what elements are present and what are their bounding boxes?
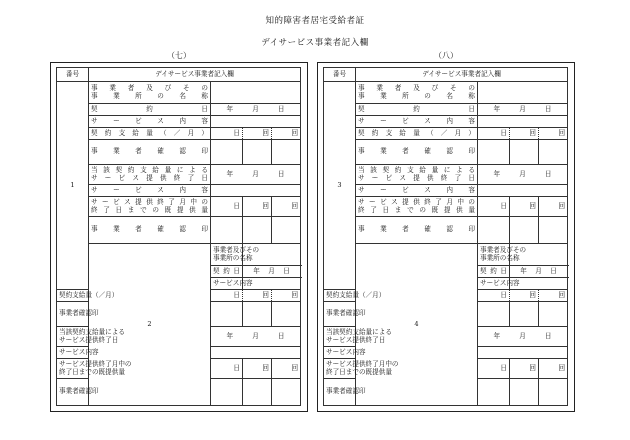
- label-line: サービス提供終了日: [358, 173, 475, 182]
- unit-times-label: 回: [529, 290, 536, 299]
- confirm-stamp-label-2: 事業者確認印: [324, 379, 356, 406]
- unit-year-label: 年: [226, 331, 234, 340]
- unit-times-label: 回: [262, 363, 269, 372]
- contract-amount-times-1[interactable]: [243, 290, 272, 302]
- confirm-stamp2-cell-1[interactable]: [211, 217, 243, 244]
- service-content-label: サービス内容: [478, 278, 510, 290]
- confirm-stamp-label-2: 事業者確認印: [57, 379, 89, 406]
- provided-amount-label: [57, 359, 132, 379]
- provided-amount-times-1[interactable]: [243, 197, 272, 217]
- label-line: サービス提供終了日: [59, 335, 119, 344]
- unit-times-label: 回: [262, 290, 269, 299]
- contract-amount-days[interactable]: [478, 290, 510, 302]
- unit-times-label: 回: [529, 201, 536, 210]
- contract-amount-label: 契約支給量（／月）: [89, 128, 211, 140]
- unit-year-label: 年: [226, 104, 234, 113]
- confirm-stamp2-cell-3[interactable]: [272, 379, 301, 406]
- unit-day-label: 日: [500, 290, 507, 299]
- unit-day-label: 日: [277, 331, 285, 340]
- unit-day-label: 日: [544, 331, 552, 340]
- unit-day-label: 日: [277, 104, 285, 113]
- confirm-stamp2-cell-3[interactable]: [272, 217, 301, 244]
- service-content-label-2: サービス内容: [57, 347, 89, 359]
- unit-times-label: 回: [558, 128, 566, 137]
- contract-amount-label: 契約支給量（／月）: [57, 290, 89, 302]
- panel-8: [317, 50, 575, 412]
- end-date-label: [57, 327, 125, 347]
- document-title: 知的障害者居宅受給者証: [265, 16, 365, 26]
- confirm-stamp-cell-3[interactable]: [539, 302, 568, 327]
- label-line: 当該契約支給量による: [91, 166, 208, 175]
- contract-amount-days[interactable]: [478, 128, 510, 140]
- contract-amount-days[interactable]: [211, 128, 243, 140]
- provided-amount-times-2[interactable]: [272, 359, 301, 379]
- contract-amount-days[interactable]: [211, 290, 243, 302]
- unit-day-label: 日: [233, 363, 240, 372]
- label-line: 当該契約支給量による: [59, 328, 125, 337]
- contract-date-field[interactable]: [510, 266, 568, 278]
- label-line: 事業者及びその: [91, 84, 208, 93]
- confirm-stamp2-cell-1[interactable]: [478, 217, 510, 244]
- unit-times-label: 回: [262, 201, 269, 210]
- confirm-stamp2-cell-3[interactable]: [539, 217, 568, 244]
- end-date-field[interactable]: [478, 327, 568, 347]
- unit-month-label: 月: [519, 331, 526, 340]
- contract-date-field[interactable]: [211, 104, 301, 116]
- label-line: 事業所の名称: [91, 91, 208, 100]
- label-line: サービス提供終了月中の: [59, 360, 132, 369]
- label-line: 当該契約支給量による: [326, 328, 392, 337]
- provided-amount-times-1[interactable]: [243, 359, 272, 379]
- unit-year-label: 年: [493, 169, 501, 178]
- unit-month-label: 月: [252, 104, 259, 113]
- unit-month-label: 月: [535, 266, 542, 275]
- contract-amount-times-1[interactable]: [510, 290, 539, 302]
- confirm-stamp-cell-3[interactable]: [272, 140, 301, 165]
- unit-month-label: 月: [252, 331, 259, 340]
- contract-amount-label: 契約支給量（／月）: [356, 128, 478, 140]
- provided-amount-times-2[interactable]: [539, 359, 568, 379]
- header-title: デイサービス事業者記入欄: [89, 68, 301, 82]
- business-name-field[interactable]: [478, 82, 568, 104]
- provided-amount-times-2[interactable]: [272, 197, 301, 217]
- business-name-label: [211, 244, 260, 266]
- confirm-stamp2-cell-2[interactable]: [510, 217, 539, 244]
- confirm-stamp2-cell-2[interactable]: [243, 217, 272, 244]
- label-line: 事業所の名称: [358, 91, 475, 100]
- contract-date-label: 契約日: [478, 266, 510, 278]
- provided-amount-times-1[interactable]: [510, 359, 539, 379]
- label-line: 事業者及びその: [480, 246, 527, 255]
- unit-year-label: 年: [493, 104, 501, 113]
- confirm-stamp-label: 事業者確認印: [324, 302, 356, 327]
- unit-day-label: 日: [500, 128, 507, 137]
- confirm-stamp-cell-2[interactable]: [510, 140, 539, 165]
- unit-times-label: 回: [291, 363, 299, 372]
- confirm-stamp2-cell-2[interactable]: [243, 379, 272, 406]
- label-line: サービス提供終了月中の: [358, 198, 475, 207]
- confirm-stamp-label-2: 事業者確認印: [89, 217, 211, 244]
- contract-date-label: 契約日: [89, 104, 211, 116]
- contract-amount-times-1[interactable]: [243, 128, 272, 140]
- unit-month-label: 月: [268, 266, 275, 275]
- panel-frame: [317, 62, 575, 412]
- unit-times-label: 回: [529, 363, 536, 372]
- service-content-label-2: サービス内容: [89, 185, 211, 197]
- unit-times-label: 回: [291, 290, 299, 299]
- unit-month-label: 月: [519, 104, 526, 113]
- label-line: 終了日までの既提供量: [59, 367, 125, 376]
- provided-amount-label: [89, 197, 211, 217]
- label-line: 事業者及びその: [358, 84, 475, 93]
- block-number: 3: [324, 82, 356, 290]
- unit-day-label: 日: [500, 363, 507, 372]
- provided-amount-label: [324, 359, 399, 379]
- confirm-stamp-cell-3[interactable]: [272, 302, 301, 327]
- block-number: 1: [57, 82, 89, 290]
- contract-amount-times-2[interactable]: [539, 290, 568, 302]
- contract-date-field[interactable]: [243, 266, 301, 278]
- provided-amount-times-2[interactable]: [539, 197, 568, 217]
- label-line: 当該契約支給量による: [358, 166, 475, 175]
- unit-times-label: 回: [529, 128, 536, 137]
- unit-year-label: 年: [493, 331, 501, 340]
- provided-amount-days[interactable]: [211, 359, 243, 379]
- label-line: 事業者及びその: [213, 246, 260, 255]
- service-content-label: サービス内容: [211, 278, 243, 290]
- label-line: 終了日までの既提供量: [91, 205, 208, 214]
- header-number: 番号: [324, 68, 356, 82]
- service-content-field-2[interactable]: [211, 347, 301, 359]
- service-content-label: サービス内容: [356, 116, 478, 128]
- business-name-label: [478, 244, 527, 266]
- service-content-field[interactable]: [211, 116, 301, 128]
- label-line: 事業所の名称: [213, 253, 253, 262]
- confirm-stamp-label-2: 事業者確認印: [356, 217, 478, 244]
- unit-month-label: 月: [519, 169, 526, 178]
- end-date-label: [356, 165, 478, 185]
- confirm-stamp-label: 事業者確認印: [356, 140, 478, 165]
- label-line: サービス提供終了月中の: [91, 198, 208, 207]
- unit-day-label: 日: [500, 201, 507, 210]
- end-date-label: [89, 165, 211, 185]
- label-line: 終了日までの既提供量: [358, 205, 475, 214]
- confirm-stamp2-cell-3[interactable]: [539, 379, 568, 406]
- panel-frame: [50, 62, 308, 412]
- unit-times-label: 回: [558, 201, 566, 210]
- unit-day-label: 日: [544, 104, 552, 113]
- service-record-table: [56, 67, 301, 406]
- contract-amount-times-2[interactable]: [272, 290, 301, 302]
- unit-times-label: 回: [291, 128, 299, 137]
- confirm-stamp-cell-3[interactable]: [539, 140, 568, 165]
- confirm-stamp-cell-2[interactable]: [243, 140, 272, 165]
- unit-day-label: 日: [283, 266, 290, 275]
- unit-month-label: 月: [252, 169, 259, 178]
- label-line: 終了日までの既提供量: [326, 367, 392, 376]
- confirm-stamp-label: 事業者確認印: [89, 140, 211, 165]
- unit-day-label: 日: [544, 169, 552, 178]
- end-date-label: [324, 327, 392, 347]
- contract-amount-label: 契約支給量（／月）: [324, 290, 356, 302]
- end-date-field[interactable]: [211, 165, 301, 185]
- service-content-field[interactable]: [478, 116, 568, 128]
- service-content-label-2: サービス内容: [356, 185, 478, 197]
- panel-label: （七）: [167, 51, 191, 60]
- unit-year-label: 年: [520, 266, 527, 275]
- confirm-stamp2-cell-2[interactable]: [510, 379, 539, 406]
- block-number: 4: [356, 244, 478, 406]
- label-line: サービス提供終了月中の: [326, 360, 399, 369]
- contract-amount-times-2[interactable]: [539, 128, 568, 140]
- service-content-label: サービス内容: [89, 116, 211, 128]
- provided-amount-days[interactable]: [478, 359, 510, 379]
- confirm-stamp-cell-1[interactable]: [211, 140, 243, 165]
- business-name-label: [356, 82, 478, 104]
- confirm-stamp-cell-1[interactable]: [478, 302, 510, 327]
- unit-year-label: 年: [253, 266, 260, 275]
- unit-day-label: 日: [233, 290, 240, 299]
- confirm-stamp-cell-1[interactable]: [478, 140, 510, 165]
- business-name-field[interactable]: [211, 82, 301, 104]
- contract-amount-times-1[interactable]: [510, 128, 539, 140]
- unit-day-label: 日: [550, 266, 557, 275]
- contract-amount-times-2[interactable]: [272, 128, 301, 140]
- confirm-stamp2-cell-1[interactable]: [478, 379, 510, 406]
- service-content-field-2[interactable]: [211, 185, 301, 197]
- end-date-field[interactable]: [211, 327, 301, 347]
- unit-day-label: 日: [233, 201, 240, 210]
- label-line: 事業所の名称: [480, 253, 520, 262]
- provided-amount-days[interactable]: [478, 197, 510, 217]
- confirm-stamp-cell-2[interactable]: [243, 302, 272, 327]
- service-content-label-2: サービス内容: [324, 347, 356, 359]
- document-subtitle: デイサービス事業者記入欄: [261, 38, 369, 48]
- confirm-stamp2-cell-1[interactable]: [211, 379, 243, 406]
- business-name-label: [89, 82, 211, 104]
- label-line: サービス提供終了日: [326, 335, 386, 344]
- contract-date-field[interactable]: [478, 104, 568, 116]
- service-record-table: [323, 67, 568, 406]
- provided-amount-times-1[interactable]: [510, 197, 539, 217]
- header-title: デイサービス事業者記入欄: [356, 68, 568, 82]
- unit-day-label: 日: [233, 128, 240, 137]
- provided-amount-label: [356, 197, 478, 217]
- unit-year-label: 年: [226, 169, 234, 178]
- contract-date-label: 契約日: [356, 104, 478, 116]
- confirm-stamp-cell-1[interactable]: [211, 302, 243, 327]
- label-line: サービス提供終了日: [91, 173, 208, 182]
- unit-times-label: 回: [291, 201, 299, 210]
- block-number: 2: [89, 244, 211, 406]
- unit-times-label: 回: [262, 128, 269, 137]
- contract-date-label: 契約日: [211, 266, 243, 278]
- panel-label: （八）: [434, 51, 458, 60]
- panel-7: [50, 50, 308, 412]
- service-content-field-2[interactable]: [478, 347, 568, 359]
- service-content-field-2[interactable]: [478, 185, 568, 197]
- unit-times-label: 回: [558, 290, 566, 299]
- header-number: 番号: [57, 68, 89, 82]
- unit-times-label: 回: [558, 363, 566, 372]
- provided-amount-days[interactable]: [211, 197, 243, 217]
- end-date-field[interactable]: [478, 165, 568, 185]
- unit-day-label: 日: [277, 169, 285, 178]
- confirm-stamp-label: 事業者確認印: [57, 302, 89, 327]
- confirm-stamp-cell-2[interactable]: [510, 302, 539, 327]
